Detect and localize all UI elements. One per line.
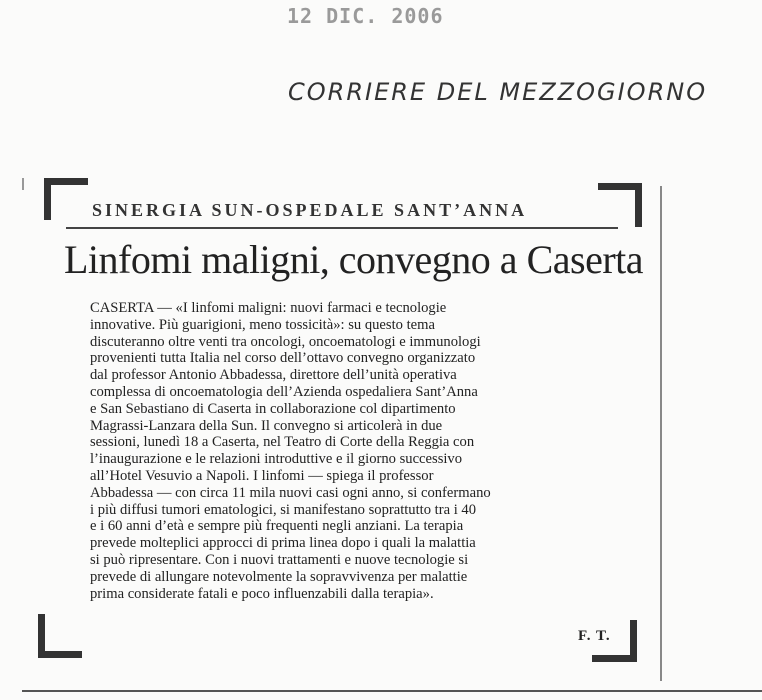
body-line: Abbadessa — con circa 11 mila nuovi casi ogni anno, si confermano [90,484,491,501]
body-line: si può ripresentare. Con i nuovi trattamenti e nuove tecnologie si [90,551,469,568]
body-line: dal professor Antonio Abbadessa, direttore dell’unità operativa [90,367,457,384]
body-line: sessioni, lunedì 18 a Caserta, nel Teatro di Corte della Reggia con [90,434,475,451]
kicker-divider [66,227,618,229]
body-line: prevede molteplici approcci di prima linea dopo i quali la malattia [90,535,476,552]
body-line: all’Hotel Vesuvio a Napoli. I linfomi — spiega il professor [90,467,434,484]
body-line: provenienti tutta Italia nel corso dell’ottavo convegno organizzato [90,350,476,367]
article-kicker: SINERGIA SUN-OSPEDALE SANT’ANNA [92,200,528,220]
body-line: innovative. Più guarigioni, meno tossicità»: su questo tema [90,316,435,333]
newspaper-source-handwritten: CORRIERE DEL MEZZOGIORNO [288,78,708,106]
article-headline: Linfomi maligni, convegno a Caserta [64,237,644,282]
body-line: e i 60 anni d’età e sempre più frequenti negli anziani. La terapia [90,518,464,535]
date-stamp: 12 DIC. 2006 [287,4,444,28]
body-line: prevede di allungare notevolmente la sopravvivenza per malattie [90,568,468,585]
body-line: l’inaugurazione e le relazioni introduttive e il giorno successivo [90,451,463,468]
body-line: i più diffusi tumori ematologici, si manifestano soprattutto tra i 40 [90,501,477,518]
body-line: complessa di oncoematologia dell’Azienda ospedaliera Sant’Anna [90,383,478,400]
column-rule [660,186,662,681]
body-line: CASERTA — «I linfomi maligni: nuovi farmaci e tecnologie [90,300,447,316]
body-line: e San Sebastiano di Caserta in collaborazione col dipartimento [90,400,456,417]
author-signature: F. T. [578,628,611,644]
page-bottom-rule [22,690,762,692]
body-line: prima considerate fatali e poco influenzabili dalla terapia». [90,585,434,602]
body-line: Magrassi-Lanzara della Sun. Il convegno si articolerà in due [90,417,443,434]
body-line: discuteranno oltre venti tra oncologi, oncoematologi e immunologi [90,333,481,350]
scan-mark [22,178,24,190]
article-body [90,300,618,602]
